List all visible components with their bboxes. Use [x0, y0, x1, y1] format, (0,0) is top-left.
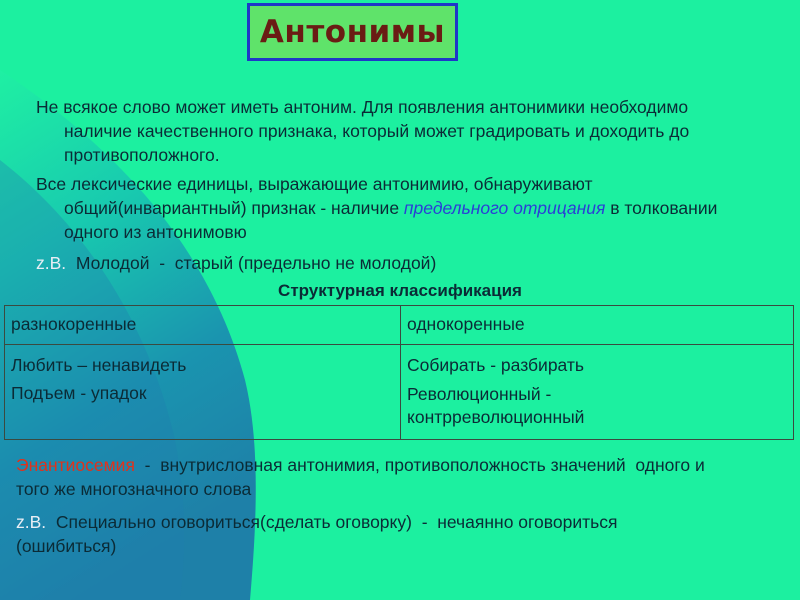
list-item: Революционный - контрреволюционный [407, 384, 585, 427]
example-label: z.B. [36, 253, 67, 273]
slide-title: Антонимы [259, 14, 446, 50]
enantiosemy-definition: - внутрисловная антонимия, противоположность значений одного и того же многозначного слова [16, 455, 710, 499]
list-item: Любить – ненавидеть [11, 355, 187, 375]
list-item: Подъем - упадок [11, 383, 147, 403]
limit-negation-term: предельного отрицания [403, 198, 606, 218]
paragraph-1-text: Не всякое слово может иметь антоним. Для появления антонимики необходимо наличие качественного признака, который может градировать и доходить до противоположного. [36, 97, 690, 165]
enantiosemy-term: Энантиосемия [16, 455, 135, 475]
enantiosemy-paragraph [16, 453, 716, 501]
paragraph-2-ending: в толковании одного из антонимовю [64, 198, 718, 242]
example-2-text: Специально оговориться(сделать оговорку) - нечаянно оговориться (ошибиться) [16, 512, 623, 556]
paragraph-1 [36, 95, 756, 167]
table-cell-same-root-examples [401, 345, 794, 440]
table-row [5, 345, 794, 440]
classification-table [4, 305, 794, 440]
classification-heading: Структурная классификация [278, 281, 522, 300]
example-label: z.B. [16, 512, 47, 532]
example-1 [36, 251, 756, 275]
header-cell-root-different: разнокоренные [5, 306, 401, 345]
table-cell-different-root-examples [5, 345, 401, 440]
list-item: Собирать - разбирать [407, 355, 585, 375]
example-2 [16, 510, 696, 558]
header-cell-same-root: однокоренные [401, 306, 794, 345]
table-header-row [5, 306, 794, 345]
example-1-text: Молодой - старый (предельно не молодой) [66, 253, 437, 273]
paragraph-2 [36, 172, 776, 244]
paragraph-2-text: Все лексические единицы, выражающие антонимию, обнаруживают общий(инвариантный) признак - наличие [36, 174, 593, 218]
title-box [247, 3, 458, 61]
